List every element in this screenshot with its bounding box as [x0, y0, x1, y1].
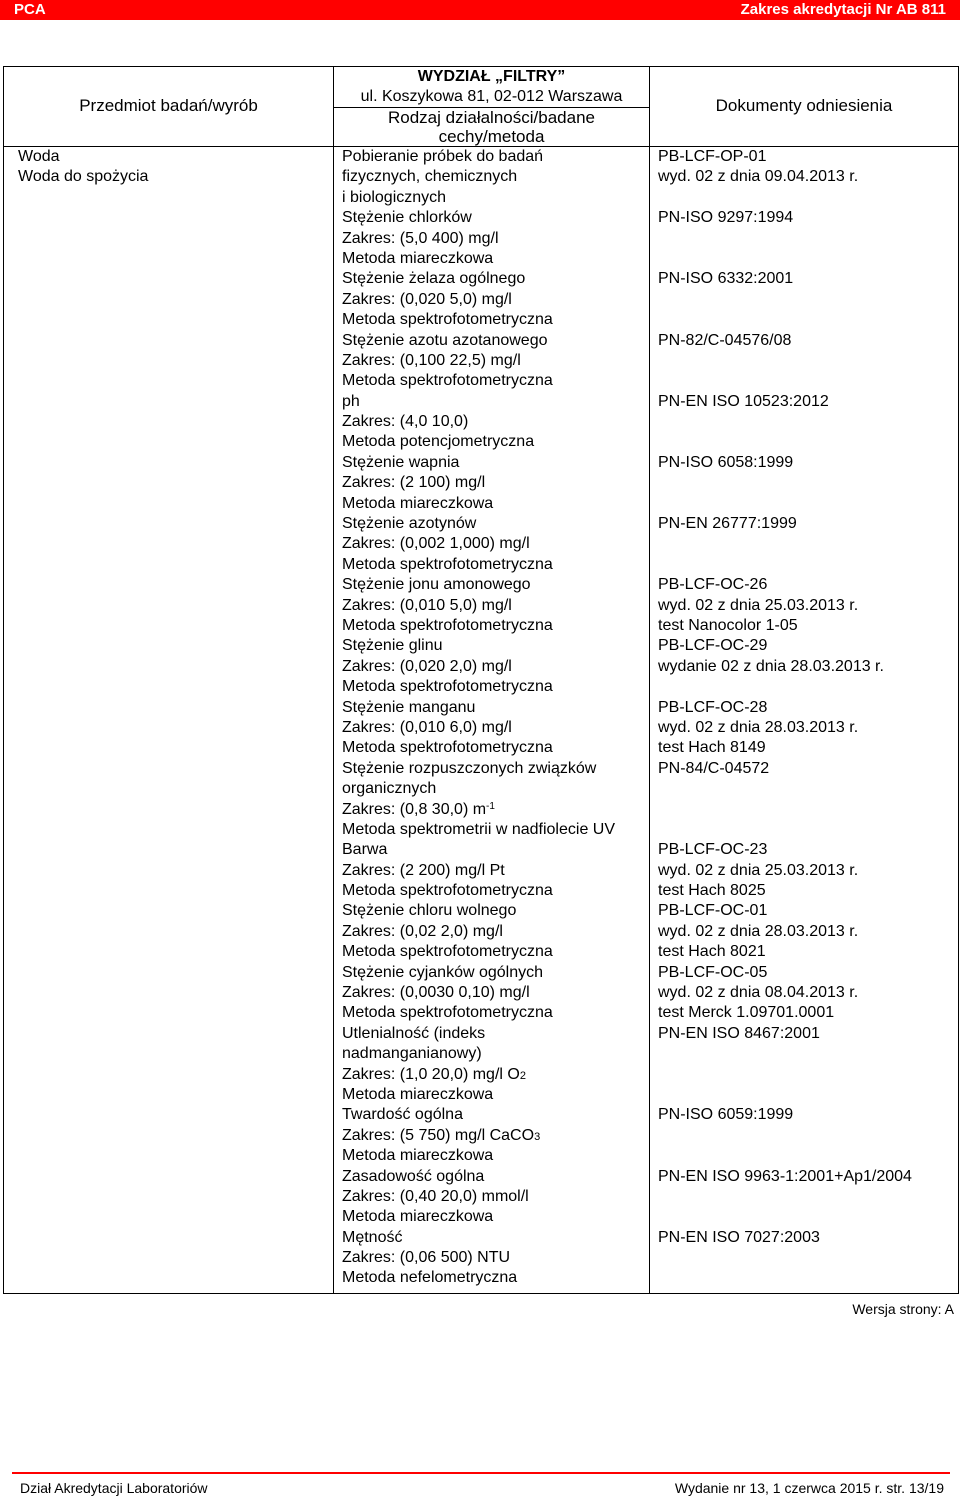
- parameter-text: Barwa: [342, 841, 388, 859]
- parameter-line: [342, 596, 645, 616]
- parameter-text: ph: [342, 392, 360, 410]
- parameter-text: Stężenie wapnia: [342, 453, 460, 471]
- document-line: PB-LCF-OC-23: [658, 841, 768, 859]
- parameter-text: Metoda spektrofotometryczna: [342, 616, 553, 634]
- parameter-block: [342, 1105, 645, 1166]
- parameter-text: Metoda spektrofotometryczna: [342, 311, 553, 329]
- parameter-block: [342, 269, 645, 330]
- parameter-text: Stężenie azotynów: [342, 515, 477, 533]
- parameter-line: [342, 779, 645, 799]
- document-line: [658, 249, 954, 269]
- parameter-line: [342, 922, 645, 942]
- footer-department: Dział Akredytacji Laboratoriów: [20, 1480, 208, 1496]
- document-line: [658, 820, 954, 840]
- parameter-text: Zakres: (0,0030 0,10) mg/l: [342, 984, 530, 1002]
- parameter-line: [342, 942, 645, 962]
- parameter-line: [342, 983, 645, 1003]
- document-line: [658, 229, 954, 249]
- parameter-line: [342, 616, 645, 636]
- parameter-text: Metoda spektrofotometryczna: [342, 739, 553, 757]
- parameter-line: [342, 881, 645, 901]
- document-line: test Merck 1.09701.0001: [658, 1004, 835, 1022]
- parameter-text: Zakres: (2 100) mg/l: [342, 474, 486, 492]
- document-line: PN-82/C-04576/08: [658, 331, 792, 349]
- document-line: test Hach 8021: [658, 943, 766, 961]
- parameter-line: [342, 575, 645, 595]
- document-line: [658, 555, 954, 575]
- document-line: [658, 1065, 954, 1085]
- parameter-line: [342, 636, 645, 656]
- parameter-line: [342, 392, 645, 412]
- parameter-line: [342, 1044, 645, 1064]
- document-line: [658, 473, 954, 493]
- subject-cell: [4, 147, 334, 1294]
- parameter-line: [342, 677, 645, 697]
- parameter-line: [342, 840, 645, 860]
- document-block: [658, 147, 954, 208]
- parameter-block: [342, 392, 645, 453]
- parameter-line: [342, 494, 645, 514]
- parameter-block: [342, 453, 645, 514]
- document-block: [658, 759, 954, 841]
- parameter-text: Metoda potencjometryczna: [342, 433, 535, 451]
- document-block: [658, 1024, 954, 1106]
- document-block: [658, 1167, 954, 1228]
- document-line: PN-ISO 6332:2001: [658, 270, 794, 288]
- parameter-line: [342, 473, 645, 493]
- parameter-line: [342, 310, 645, 330]
- section-address: ul. Koszykowa 81, 02-012 Warszawa: [360, 88, 623, 105]
- document-line: PN-EN ISO 7027:2003: [658, 1228, 820, 1246]
- header-title: Zakres akredytacji Nr AB 811: [740, 1, 946, 18]
- parameter-line: [342, 453, 645, 473]
- document-line: wydanie 02 z dnia 28.03.2013 r.: [658, 657, 884, 675]
- parameter-text: Zakres: (0,010 6,0) mg/l: [342, 718, 512, 736]
- document-block: [658, 698, 954, 759]
- footer-edition: Wydanie nr 13, 1 czerwca 2015 r. str. 13/19: [674, 1480, 944, 1496]
- parameter-line: [342, 1248, 645, 1268]
- document-line: [658, 677, 954, 697]
- unit-superscript: -1: [486, 800, 495, 812]
- parameter-line: [342, 718, 645, 738]
- document-line: PB-LCF-OC-29: [658, 637, 768, 655]
- parameter-text: Zakres: (2 200) mg/l Pt: [342, 861, 505, 879]
- document-block: [658, 208, 954, 269]
- parameter-line: [342, 188, 645, 208]
- parameter-line: [342, 147, 645, 167]
- parameter-line: [342, 1024, 645, 1044]
- document-block: [658, 840, 954, 901]
- parameter-text: Zakres: (0,020 2,0) mg/l: [342, 657, 512, 675]
- document-line: test Hach 8025: [658, 882, 766, 900]
- document-line: [658, 310, 954, 330]
- parameter-text: Stężenie glinu: [342, 637, 443, 655]
- table-section-row: [4, 67, 959, 108]
- parameter-text: Zasadowość ogólna: [342, 1167, 485, 1185]
- parameter-block: [342, 759, 645, 841]
- parameter-text: Metoda miareczkowa: [342, 1147, 494, 1165]
- parameter-line: [342, 1207, 645, 1227]
- parameter-text: Stężenie rozpuszczonych związków: [342, 759, 597, 777]
- parameter-line: [342, 1146, 645, 1166]
- document-line: wyd. 02 z dnia 08.04.2013 r.: [658, 984, 859, 1002]
- table-body-row: [4, 147, 959, 1294]
- parameter-line: [342, 820, 645, 840]
- parameter-text: Zakres: (4,0 10,0): [342, 413, 469, 431]
- parameter-line: [342, 371, 645, 391]
- document-block: [658, 453, 954, 514]
- document-line: PN-ISO 6059:1999: [658, 1106, 794, 1124]
- document-line: [658, 1207, 954, 1227]
- page-version: Wersja strony: A: [852, 1301, 954, 1317]
- document-line: [658, 1044, 954, 1064]
- parameter-line: [342, 249, 645, 269]
- page-header: [0, 0, 960, 20]
- parameter-text: Metoda spektrofotometryczna: [342, 372, 553, 390]
- parameter-text: Stężenie żelaza ogólnego: [342, 270, 526, 288]
- activity-column-header: [334, 108, 650, 147]
- parameter-text: Stężenie chlorków: [342, 209, 472, 227]
- parameter-line: [342, 1167, 645, 1187]
- document-line: [658, 1085, 954, 1105]
- parameter-text: Stężenie azotu azotanowego: [342, 331, 548, 349]
- footer-divider: [12, 1472, 950, 1474]
- parameter-text: Metoda spektrofotometryczna: [342, 678, 553, 696]
- parameter-line: [342, 1105, 645, 1125]
- parameter-text: fizycznych, chemicznych: [342, 168, 518, 186]
- parameter-block: [342, 840, 645, 901]
- parameter-text: Stężenie chloru wolnego: [342, 902, 517, 920]
- parameter-block: [342, 1228, 645, 1289]
- parameter-text: Metoda spektrofotometryczna: [342, 555, 553, 573]
- parameter-line: [342, 1228, 645, 1248]
- document-block: [658, 514, 954, 575]
- document-line: [658, 1146, 954, 1166]
- document-block: [658, 1228, 954, 1289]
- parameter-line: [342, 800, 645, 820]
- parameter-line: [342, 1268, 645, 1288]
- document-line: test Nanocolor 1-05: [658, 616, 798, 634]
- document-line: [658, 1248, 954, 1268]
- document-block: [658, 901, 954, 962]
- document-line: [658, 534, 954, 554]
- unit-subscript: 2: [519, 1069, 526, 1082]
- documents-column-header: Dokumenty odniesienia: [650, 67, 959, 147]
- parameter-text: i biologicznych: [342, 188, 447, 206]
- parameter-text: Metoda miareczkowa: [342, 1208, 494, 1226]
- document-line: [658, 371, 954, 391]
- subject-drinking-water: Woda do spożycia: [18, 168, 149, 186]
- document-line: wyd. 02 z dnia 25.03.2013 r.: [658, 596, 859, 614]
- document-block: [658, 331, 954, 392]
- parameter-text: Zakres: (0,100 22,5) mg/l: [342, 351, 521, 369]
- document-line: wyd. 02 z dnia 09.04.2013 r.: [658, 168, 859, 186]
- document-line: PB-LCF-OC-28: [658, 698, 768, 716]
- parameter-line: [342, 269, 645, 289]
- activity-header-line1: Rodzaj działalności/badane: [388, 108, 595, 127]
- document-line: [658, 1187, 954, 1207]
- parameter-line: [342, 1085, 645, 1105]
- parameter-block: [342, 963, 645, 1024]
- parameter-text: Metoda spektrofotometryczna: [342, 882, 553, 900]
- document-line: [658, 1268, 954, 1288]
- document-line: [658, 1126, 954, 1146]
- parameter-line: [342, 208, 645, 228]
- parameter-block: [342, 1167, 645, 1228]
- document-line: PN-84/C-04572: [658, 759, 770, 777]
- parameter-text: organicznych: [342, 780, 437, 798]
- parameter-line: [342, 514, 645, 534]
- document-block: [658, 575, 954, 636]
- document-line: PN-ISO 6058:1999: [658, 453, 794, 471]
- document-line: [658, 779, 954, 799]
- parameter-text: Mętność: [342, 1228, 403, 1246]
- parameter-text: Metoda miareczkowa: [342, 249, 494, 267]
- parameter-line: [342, 698, 645, 718]
- documents-cell: [650, 147, 959, 1294]
- parameter-text: nadmanganianowy): [342, 1045, 482, 1063]
- document-line: [658, 412, 954, 432]
- document-line: [658, 432, 954, 452]
- activity-header-line2: cechy/metoda: [438, 127, 545, 146]
- document-block: [658, 1105, 954, 1166]
- parameter-text: Zakres: (0,02 2,0) mg/l: [342, 922, 503, 940]
- parameter-text: Metoda spektrofotometryczna: [342, 943, 553, 961]
- parameter-text: Zakres: (1,0 20,0) mg/l O: [342, 1065, 520, 1083]
- parameter-line: [342, 432, 645, 452]
- parameter-text: Zakres: (0,06 500) NTU: [342, 1249, 511, 1267]
- document-line: [658, 188, 954, 208]
- parameter-block: [342, 636, 645, 697]
- parameter-line: [342, 534, 645, 554]
- parameter-line: [342, 657, 645, 677]
- parameter-text: Zakres: (5,0 400) mg/l: [342, 229, 499, 247]
- document-line: wyd. 02 z dnia 28.03.2013 r.: [658, 922, 859, 940]
- document-block: [658, 269, 954, 330]
- accreditation-table: [3, 66, 959, 1294]
- document-block: [658, 392, 954, 453]
- parameter-text: Utlenialność (indeks: [342, 1024, 486, 1042]
- document-block: [658, 963, 954, 1024]
- document-line: PB-LCF-OP-01: [658, 148, 767, 165]
- parameter-text: Zakres: (0,002 1,000) mg/l: [342, 535, 530, 553]
- parameter-text: Zakres: (5 750) mg/l CaCO: [342, 1126, 535, 1144]
- parameter-line: [342, 1126, 645, 1146]
- parameter-text: Metoda miareczkowa: [342, 1085, 494, 1103]
- parameter-text: Zakres: (0,40 20,0) mmol/l: [342, 1187, 529, 1205]
- document-line: [658, 351, 954, 371]
- parameter-text: Stężenie manganu: [342, 698, 476, 716]
- parameter-block: [342, 514, 645, 575]
- parameter-line: [342, 1187, 645, 1207]
- parameter-block: [342, 901, 645, 962]
- document-line: PB-LCF-OC-26: [658, 576, 768, 594]
- parameter-block: [342, 208, 645, 269]
- parameter-block: [342, 331, 645, 392]
- parameter-text: Metoda spektrometrii w nadfiolecie UV: [342, 820, 616, 838]
- section-title: WYDZIAŁ „FILTRY”: [417, 68, 566, 85]
- document-line: PB-LCF-OC-05: [658, 963, 768, 981]
- parameter-line: [342, 412, 645, 432]
- parameter-line: [342, 331, 645, 351]
- parameter-text: Zakres: (0,8 30,0) m: [342, 800, 487, 818]
- section-header: [334, 67, 650, 108]
- parameter-line: [342, 1065, 645, 1085]
- parameter-text: Metoda miareczkowa: [342, 494, 494, 512]
- header-left: PCA: [14, 1, 46, 18]
- document-line: [658, 290, 954, 310]
- subject-water: Woda: [18, 148, 60, 165]
- parameter-text: Pobieranie próbek do badań: [342, 148, 544, 165]
- parameter-line: [342, 738, 645, 758]
- document-line: PN-EN ISO 8467:2001: [658, 1024, 820, 1042]
- parameter-text: Stężenie cyjanków ogólnych: [342, 963, 544, 981]
- parameter-block: [342, 147, 645, 208]
- parameter-line: [342, 901, 645, 921]
- parameter-line: [342, 1003, 645, 1023]
- parameter-text: Twardość ogólna: [342, 1106, 463, 1124]
- parameter-line: [342, 229, 645, 249]
- document-line: [658, 800, 954, 820]
- parameter-text: Stężenie jonu amonowego: [342, 576, 531, 594]
- parameter-line: [342, 351, 645, 371]
- parameter-text: Zakres: (0,020 5,0) mg/l: [342, 290, 512, 308]
- document-line: test Hach 8149: [658, 739, 766, 757]
- parameter-line: [342, 759, 645, 779]
- parameter-line: [342, 963, 645, 983]
- subject-column-header: Przedmiot badań/wyrób: [4, 67, 334, 147]
- parameter-block: [342, 575, 645, 636]
- parameter-text: Metoda nefelometryczna: [342, 1269, 518, 1287]
- parameter-line: [342, 290, 645, 310]
- parameter-text: Zakres: (0,010 5,0) mg/l: [342, 596, 512, 614]
- parameters-cell: [334, 147, 650, 1294]
- parameter-line: [342, 555, 645, 575]
- document-line: PN-EN 26777:1999: [658, 515, 797, 533]
- document-block: [658, 636, 954, 697]
- document-line: PN-EN ISO 10523:2012: [658, 392, 829, 410]
- document-line: PN-EN ISO 9963-1:2001+Ap1/2004: [658, 1167, 912, 1185]
- unit-subscript: 3: [534, 1130, 541, 1143]
- parameter-block: [342, 698, 645, 759]
- parameter-line: [342, 861, 645, 881]
- document-line: PB-LCF-OC-01: [658, 902, 768, 920]
- document-line: wyd. 02 z dnia 28.03.2013 r.: [658, 718, 859, 736]
- document-line: wyd. 02 z dnia 25.03.2013 r.: [658, 861, 859, 879]
- parameter-text: Metoda spektrofotometryczna: [342, 1004, 553, 1022]
- document-line: PN-ISO 9297:1994: [658, 209, 794, 227]
- document-line: [658, 494, 954, 514]
- parameter-line: [342, 167, 645, 187]
- parameter-block: [342, 1024, 645, 1106]
